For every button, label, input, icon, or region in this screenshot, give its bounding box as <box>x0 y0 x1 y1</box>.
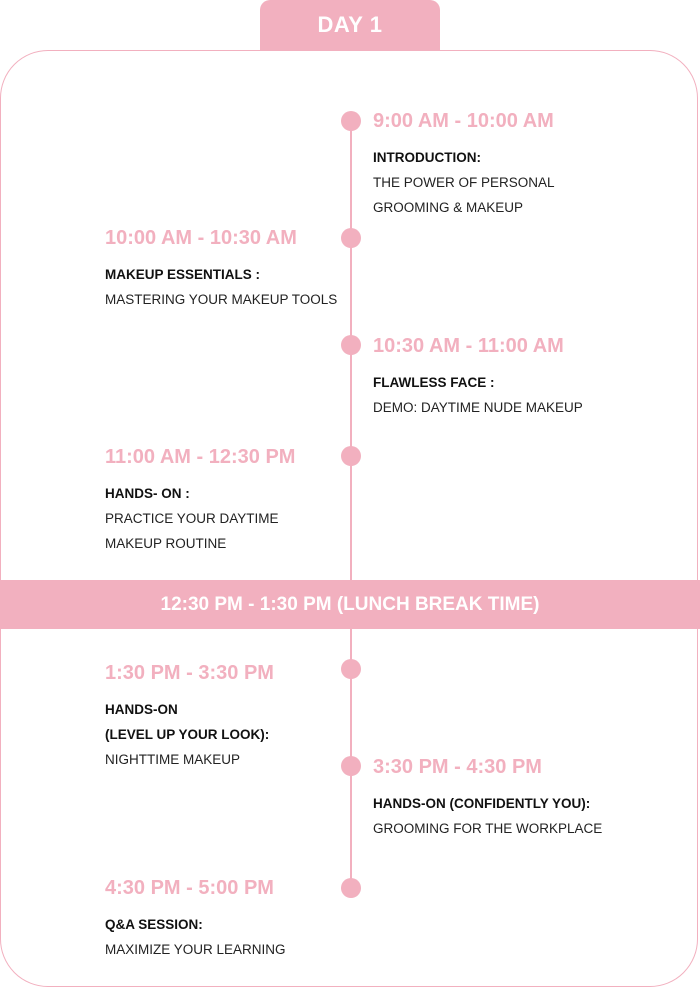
session-entry <box>373 109 555 220</box>
day-tab <box>260 0 440 50</box>
session-description: MAKEUP ROUTINE <box>105 536 227 551</box>
session-entry <box>105 661 274 772</box>
session-description: MASTERING YOUR MAKEUP TOOLS <box>105 292 338 307</box>
session-description: PRACTICE YOUR DAYTIME <box>105 511 279 526</box>
timeline-dot <box>341 228 361 248</box>
timeline-dot <box>341 111 361 131</box>
session-title: HANDS- ON : <box>105 486 190 501</box>
session-entry <box>105 876 286 962</box>
session-title: FLAWLESS FACE : <box>373 375 495 390</box>
session-entry <box>105 445 295 556</box>
session-time: 11:00 AM - 12:30 PM <box>105 446 296 468</box>
session-description: GROOMING & MAKEUP <box>373 200 524 215</box>
session-time: 1:30 PM - 3:30 PM <box>105 662 274 684</box>
lunch-break-label: 12:30 PM - 1:30 PM (LUNCH BREAK TIME) <box>160 593 540 615</box>
session-title: HANDS-ON (CONFIDENTLY YOU): <box>373 796 591 811</box>
session-time: 10:30 AM - 11:00 AM <box>373 335 564 357</box>
timeline-dot <box>341 756 361 776</box>
session-title-continued: (LEVEL UP YOUR LOOK): <box>105 727 270 742</box>
day-label: DAY 1 <box>317 12 383 37</box>
session-time: 10:00 AM - 10:30 AM <box>105 227 297 249</box>
session-time: 4:30 PM - 5:00 PM <box>105 877 274 899</box>
session-entry <box>373 334 583 420</box>
session-description: MAXIMIZE YOUR LEARNING <box>105 942 286 957</box>
session-title: HANDS-ON <box>105 702 178 717</box>
session-description: THE POWER OF PERSONAL <box>373 175 555 190</box>
session-title: INTRODUCTION: <box>373 150 481 165</box>
timeline-dot <box>341 446 361 466</box>
session-time: 3:30 PM - 4:30 PM <box>373 756 542 778</box>
timeline-dot <box>341 335 361 355</box>
session-description: DEMO: DAYTIME NUDE MAKEUP <box>373 400 583 415</box>
session-time: 9:00 AM - 10:00 AM <box>373 110 554 132</box>
session-entry <box>373 755 602 841</box>
session-title: Q&A SESSION: <box>105 917 203 932</box>
timeline-dot <box>341 878 361 898</box>
session-description: NIGHTTIME MAKEUP <box>105 752 241 767</box>
session-entry <box>105 226 337 312</box>
session-title: MAKEUP ESSENTIALS : <box>105 267 261 282</box>
lunch-break-banner <box>0 580 700 629</box>
timeline-dot <box>341 659 361 679</box>
session-description: GROOMING FOR THE WORKPLACE <box>373 821 603 836</box>
